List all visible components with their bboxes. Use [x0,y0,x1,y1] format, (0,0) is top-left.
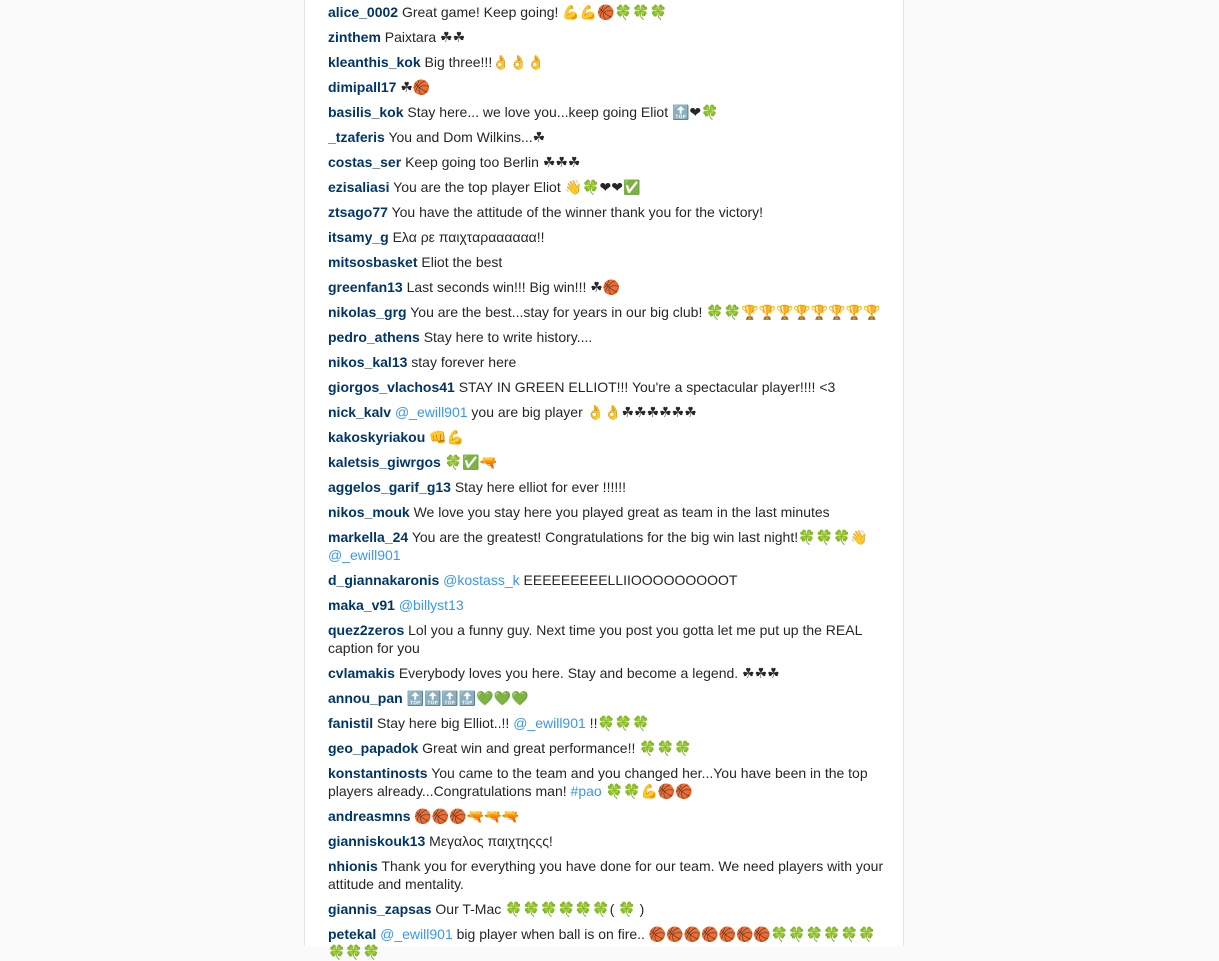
comment-item [328,253,884,271]
comment-username-link[interactable]: nhionis [328,858,378,874]
mention-link[interactable]: @kostass_k [443,572,520,588]
comment-text: 🔝🔝🔝🔝💚💚💚 [406,690,529,706]
comment-username-link[interactable]: greenfan13 [328,279,403,295]
comment-username-link[interactable]: mitsosbasket [328,254,418,270]
comment-text: STAY IN GREEN ELLIOT!!! You're a spectacular player!!!! <3 [458,379,836,395]
mention-link[interactable]: @_ewill901 [394,404,468,420]
comment-text: Thank you for everything you have done for our team. We need players with your attitude and mentality. [328,858,884,892]
comment-item [328,178,884,196]
comment-item [328,428,884,446]
comment-username-link[interactable]: itsamy_g [328,229,389,245]
comment-text: Stay here... we love you...keep going Eliot 🔝❤🍀 [407,104,719,120]
comment-text: Μεγαλος παιχτηςςς! [429,833,553,849]
comment-username-link[interactable]: basilis_kok [328,104,404,120]
comment-username-link[interactable]: dimipall17 [328,79,397,95]
comment-text: Great game! Keep going! 💪💪🏀🍀🍀🍀 [401,4,667,20]
comment-text: Keep going too Berlin ☘☘☘ [405,154,581,170]
comment-item [328,328,884,346]
comment-text: You came to the team and you changed her...You have been in the top players already...Congratulations man! [328,765,868,799]
comment-item [328,571,884,589]
comment-list [305,0,903,961]
comment-username-link[interactable]: d_giannakaronis [328,572,440,588]
mention-link[interactable]: @_ewill901 [380,926,453,942]
comment-item [328,228,884,246]
comment-username-link[interactable]: giannis_zapsas [328,901,432,917]
comment-username-link[interactable]: maka_v91 [328,597,395,613]
comment-text: !!🍀🍀🍀 [585,715,650,731]
comment-text: stay forever here [411,354,517,370]
comment-text: Stay here big Elliot..!! [377,715,514,731]
comment-item [328,925,884,961]
comment-item [328,900,884,918]
comment-text: Last seconds win!!! Big win!!! ☘🏀 [406,279,621,295]
comment-item [328,353,884,371]
comment-text: 🏀🏀🏀🔫🔫🔫 [414,808,519,824]
comment-username-link[interactable]: gianniskouk13 [328,833,426,849]
comment-text: You are the best...stay for years in our big club! 🍀🍀🏆🏆🏆🏆🏆🏆🏆🏆 [410,304,881,320]
comment-item [328,832,884,850]
comment-item [328,478,884,496]
comment-item [328,689,884,707]
comment-text: EEEEEEEEELLIIOOOOOOOOOT [519,572,738,588]
comment-text: Lol you a funny guy. Next time you post you gotta let me put up the REAL caption for you [328,622,862,656]
comment-text: 🍀✅🔫 [444,454,498,470]
comment-text: You and Dom Wilkins...☘ [388,129,546,145]
comment-text: Our T-Mac 🍀🍀🍀🍀🍀🍀( 🍀 ) [435,901,645,917]
comment-username-link[interactable]: andreasmns [328,808,411,824]
comment-text: We love you stay here you played great as team in the last minutes [413,504,830,520]
comment-username-link[interactable]: giorgos_vlachos41 [328,379,455,395]
comment-item [328,128,884,146]
comment-username-link[interactable]: nick_kalv [328,404,392,420]
comment-item [328,303,884,321]
comment-username-link[interactable]: cvlamakis [328,665,395,681]
comment-text: You are the top player Eliot 👋🍀❤❤✅ [393,179,641,195]
comment-item [328,528,884,564]
mention-link[interactable]: @_ewill901 [328,547,401,563]
comment-username-link[interactable]: nikolas_grg [328,304,407,320]
hashtag-link[interactable]: #pao [570,783,602,799]
comment-item [328,453,884,471]
comment-username-link[interactable]: costas_ser [328,154,402,170]
comment-username-link[interactable]: fanistil [328,715,374,731]
comment-username-link[interactable]: ztsago77 [328,204,388,220]
comment-username-link[interactable]: kleanthis_kok [328,54,421,70]
comment-username-link[interactable]: markella_24 [328,529,409,545]
comment-username-link[interactable]: quez2zeros [328,622,405,638]
comment-item [328,403,884,421]
comment-text: big player when ball is on fire.. 🏀🏀🏀🏀🏀🏀🏀🍀🍀🍀🍀🍀🍀🍀🍀🍀 [328,926,876,960]
comment-item [328,203,884,221]
comment-item [328,153,884,171]
comment-username-link[interactable]: konstantinosts [328,765,428,781]
comment-item [328,621,884,657]
comment-text: 👊💪 [429,429,465,445]
comment-username-link[interactable]: pedro_athens [328,329,420,345]
comment-item [328,807,884,825]
comment-username-link[interactable]: zinthem [328,29,381,45]
comment-text: Paixtara ☘☘ [384,29,466,45]
comment-item [328,764,884,800]
comment-username-link[interactable]: aggelos_garif_g13 [328,479,451,495]
comment-item [328,78,884,96]
comment-item [328,503,884,521]
comment-text: Eliot the best [421,254,503,270]
comment-item [328,28,884,46]
mention-link[interactable]: @_ewill901 [513,715,586,731]
comment-username-link[interactable]: nikos_kal13 [328,354,408,370]
comments-panel [304,0,904,960]
comment-username-link[interactable]: nikos_mouk [328,504,410,520]
comment-item [328,103,884,121]
comment-text: You have the attitude of the winner thank you for the victory! [391,204,764,220]
comment-item [328,714,884,732]
comment-text: 🍀🍀💪🏀🏀 [601,783,693,799]
comment-text: Great win and great performance!! 🍀🍀🍀 [422,740,692,756]
comment-text: you are big player 👌👌☘☘☘☘☘☘ [467,404,697,420]
comment-text: You are the greatest! Congratulations for the big win last night!🍀🍀🍀👋 [411,529,868,545]
comment-text: Big three!!!👌👌👌 [424,54,545,70]
comment-text: Everybody loves you here. Stay and become a legend. ☘☘☘ [398,665,780,681]
comment-username-link[interactable]: kakoskyriakou [328,429,426,445]
comment-text: Stay here to write history.... [423,329,593,345]
comment-item [328,857,884,893]
comment-item [328,53,884,71]
comment-text: Stay here elliot for ever !!!!!! [454,479,627,495]
comment-username-link[interactable]: petekal [328,926,377,942]
comment-item [328,278,884,296]
comment-username-link[interactable]: alice_0002 [328,4,399,20]
comment-item [328,596,884,614]
comment-item [328,664,884,682]
comment-username-link[interactable]: _tzaferis [328,129,385,145]
comment-username-link[interactable]: ezisaliasi [328,179,390,195]
comment-text: ☘🏀 [400,79,431,95]
comment-username-link[interactable]: geo_papadok [328,740,419,756]
comment-text: Ελα ρε παιχταραααααα!! [392,229,545,245]
comment-username-link[interactable]: annou_pan [328,690,403,706]
mention-link[interactable]: @billyst13 [398,597,464,613]
comment-item [328,3,884,21]
comment-item [328,739,884,757]
comment-username-link[interactable]: kaletsis_giwrgos [328,454,441,470]
comment-item [328,378,884,396]
